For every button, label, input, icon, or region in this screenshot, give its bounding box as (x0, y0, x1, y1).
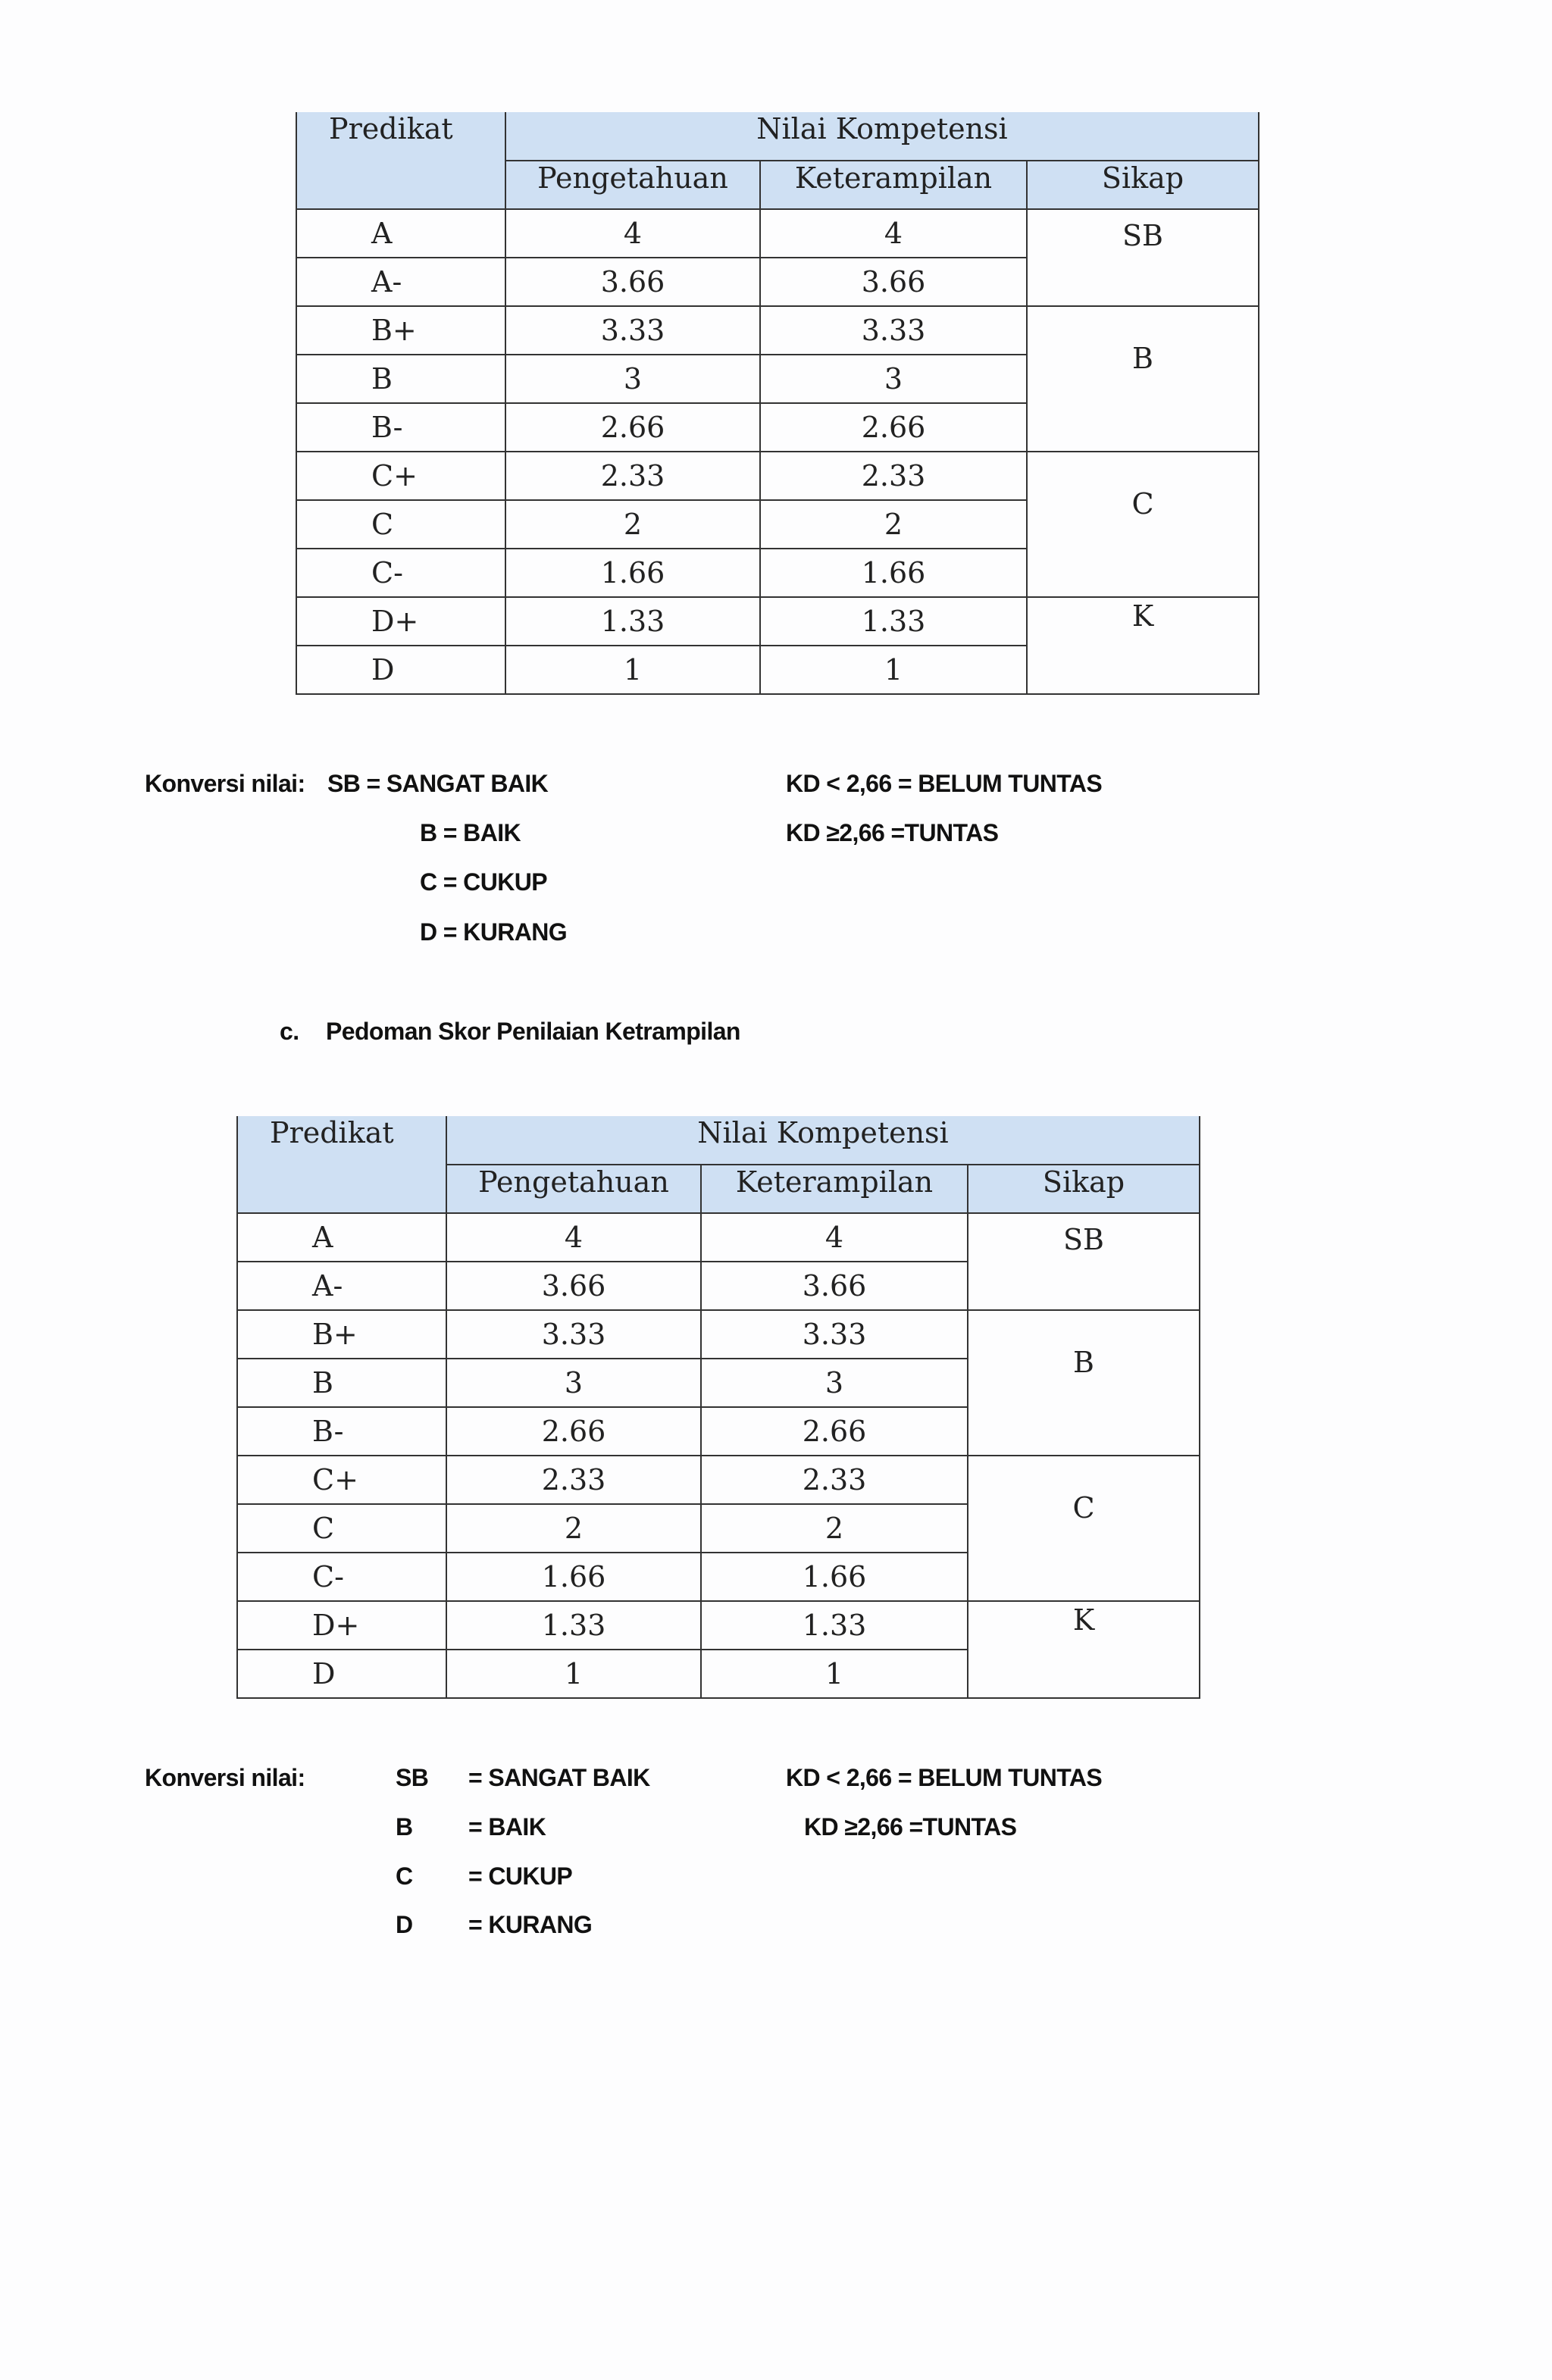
cell-keterampilan: 2.33 (701, 1456, 968, 1504)
cell-predikat: D+ (296, 597, 505, 646)
cell-pengetahuan: 1.66 (446, 1553, 701, 1601)
cell-pengetahuan: 4 (505, 209, 760, 258)
cell-predikat: C+ (237, 1456, 446, 1504)
header-predikat: Predikat (237, 1116, 446, 1213)
konversi-label: Konversi nilai: (145, 1764, 305, 1791)
grade-table-1 (296, 112, 1259, 695)
cell-pengetahuan: 2.66 (505, 403, 760, 452)
cell-pengetahuan: 3.66 (446, 1262, 701, 1310)
cell-pengetahuan: 3.66 (505, 258, 760, 306)
cell-keterampilan: 4 (760, 209, 1027, 258)
cell-predikat: A (296, 209, 505, 258)
cell-sikap: C (968, 1456, 1200, 1601)
kd-tuntas: KD ≥2,66 =TUNTAS (786, 819, 999, 846)
cell-predikat: A (237, 1213, 446, 1262)
cell-pengetahuan: 2.33 (446, 1456, 701, 1504)
cell-pengetahuan: 2 (505, 500, 760, 549)
cell-sikap: B (968, 1310, 1200, 1456)
header-nilai-kompetensi: Nilai Kompetensi (505, 112, 1259, 161)
cell-predikat: C (237, 1504, 446, 1553)
table-row (237, 1310, 1200, 1359)
konversi-code-b: B (396, 1813, 413, 1841)
cell-pengetahuan: 2 (446, 1504, 701, 1553)
cell-pengetahuan: 3 (505, 355, 760, 403)
kd-belum-tuntas: KD < 2,66 = BELUM TUNTAS (786, 770, 1103, 797)
cell-pengetahuan: 1.33 (505, 597, 760, 646)
cell-pengetahuan: 3.33 (505, 306, 760, 355)
header-keterampilan: Keterampilan (701, 1165, 968, 1213)
cell-predikat: A- (296, 258, 505, 306)
cell-sikap: B (1027, 306, 1259, 452)
cell-keterampilan: 3.33 (701, 1310, 968, 1359)
grade-table-2 (236, 1116, 1200, 1699)
cell-predikat: B (237, 1359, 446, 1407)
konversi-b: B = BAIK (420, 819, 521, 846)
header-pengetahuan: Pengetahuan (505, 161, 760, 209)
cell-keterampilan: 3 (701, 1359, 968, 1407)
table-row (296, 452, 1259, 500)
header-predikat: Predikat (296, 112, 505, 209)
kd-tuntas: KD ≥2,66 =TUNTAS (804, 1813, 1017, 1841)
header-sikap: Sikap (1027, 161, 1259, 209)
cell-keterampilan: 3 (760, 355, 1027, 403)
konversi-meaning-c: = CUKUP (468, 1862, 573, 1890)
cell-keterampilan: 1.33 (701, 1601, 968, 1650)
kd-belum-tuntas: KD < 2,66 = BELUM TUNTAS (786, 1764, 1103, 1791)
cell-keterampilan: 2 (760, 500, 1027, 549)
header-sikap: Sikap (968, 1165, 1200, 1213)
cell-predikat: C+ (296, 452, 505, 500)
table-row (237, 1601, 1200, 1650)
cell-predikat: B+ (296, 306, 505, 355)
cell-keterampilan: 1 (701, 1650, 968, 1698)
cell-predikat: D+ (237, 1601, 446, 1650)
cell-pengetahuan: 1 (505, 646, 760, 694)
konversi-label: Konversi nilai: (145, 770, 305, 797)
cell-predikat: B (296, 355, 505, 403)
header-nilai-kompetensi: Nilai Kompetensi (446, 1116, 1200, 1165)
section-marker: c. (280, 1018, 299, 1045)
header-keterampilan: Keterampilan (760, 161, 1027, 209)
konversi-d: D = KURANG (420, 918, 568, 946)
table-row (237, 1213, 1200, 1262)
cell-sikap: SB (968, 1213, 1200, 1310)
cell-pengetahuan: 2.33 (505, 452, 760, 500)
konversi-c: C = CUKUP (420, 868, 547, 896)
cell-pengetahuan: 1.66 (505, 549, 760, 597)
cell-pengetahuan: 1.33 (446, 1601, 701, 1650)
table-row (296, 597, 1259, 646)
cell-keterampilan: 1.66 (760, 549, 1027, 597)
cell-keterampilan: 2 (701, 1504, 968, 1553)
cell-predikat: D (296, 646, 505, 694)
konversi-sb: SB = SANGAT BAIK (327, 770, 549, 797)
cell-keterampilan: 1 (760, 646, 1027, 694)
cell-keterampilan: 2.66 (701, 1407, 968, 1456)
cell-predikat: C- (296, 549, 505, 597)
header-pengetahuan: Pengetahuan (446, 1165, 701, 1213)
cell-sikap: SB (1027, 209, 1259, 306)
cell-keterampilan: 1.33 (760, 597, 1027, 646)
cell-pengetahuan: 4 (446, 1213, 701, 1262)
cell-predikat: A- (237, 1262, 446, 1310)
cell-predikat: B- (296, 403, 505, 452)
cell-keterampilan: 3.66 (701, 1262, 968, 1310)
section-title: Pedoman Skor Penilaian Ketrampilan (326, 1018, 740, 1045)
cell-predikat: C- (237, 1553, 446, 1601)
cell-pengetahuan: 2.66 (446, 1407, 701, 1456)
cell-sikap: C (1027, 452, 1259, 597)
cell-keterampilan: 2.66 (760, 403, 1027, 452)
konversi-meaning-sb: = SANGAT BAIK (468, 1764, 650, 1791)
konversi-code-sb: SB (396, 1764, 429, 1791)
konversi-meaning-d: = KURANG (468, 1911, 593, 1938)
cell-keterampilan: 4 (701, 1213, 968, 1262)
cell-sikap: K (968, 1601, 1200, 1698)
cell-pengetahuan: 1 (446, 1650, 701, 1698)
cell-keterampilan: 2.33 (760, 452, 1027, 500)
cell-keterampilan: 1.66 (701, 1553, 968, 1601)
table-row (296, 306, 1259, 355)
cell-predikat: B+ (237, 1310, 446, 1359)
table-row (237, 1456, 1200, 1504)
konversi-code-c: C (396, 1862, 413, 1890)
cell-sikap: K (1027, 597, 1259, 694)
cell-pengetahuan: 3 (446, 1359, 701, 1407)
cell-predikat: D (237, 1650, 446, 1698)
konversi-code-d: D (396, 1911, 413, 1938)
cell-predikat: B- (237, 1407, 446, 1456)
konversi-meaning-b: = BAIK (468, 1813, 546, 1841)
cell-pengetahuan: 3.33 (446, 1310, 701, 1359)
cell-keterampilan: 3.66 (760, 258, 1027, 306)
table-row (296, 209, 1259, 258)
cell-predikat: C (296, 500, 505, 549)
cell-keterampilan: 3.33 (760, 306, 1027, 355)
